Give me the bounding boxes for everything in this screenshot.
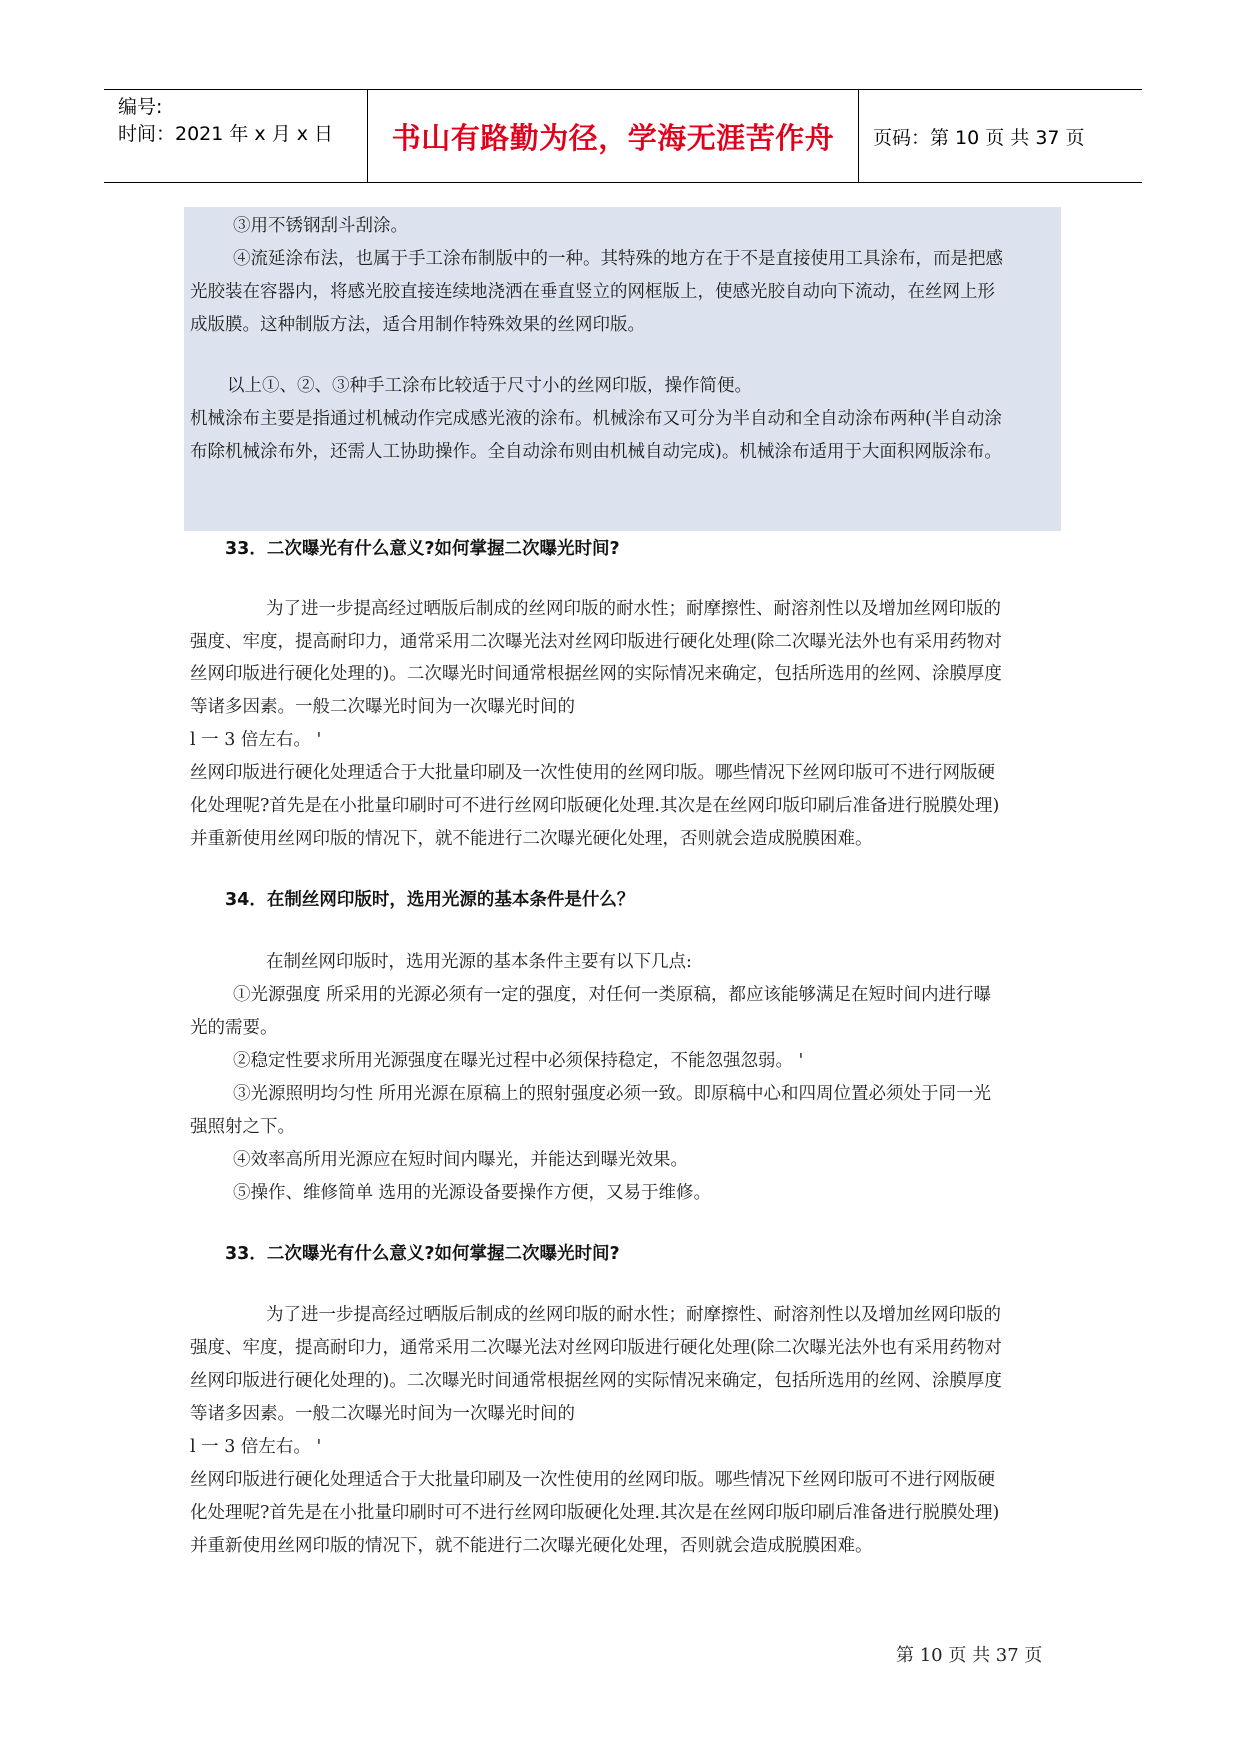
header-meta [104,90,368,182]
paragraph-line: ③用不锈钢刮斗刮涂。 [233,216,408,236]
paragraph-line: ④效率高所用光源应在短时间内曝光，并能达到曝光效果。 [233,1150,688,1170]
paragraph-line: 强度、牢度，提高耐印力，通常采用二次曝光法对丝网印版进行硬化处理(除二次曝光法外也有采用药物对 [190,1338,1002,1358]
paragraph-line: 光的需要。 [190,1018,278,1038]
paragraph-line: ④流延涂布法，也属于手工涂布制版中的一种。其特殊的地方在于不是直接使用工具涂布，而是把感 [233,249,1003,269]
document-time-label: 时间：2021 年 x 月 x 日 [118,123,334,145]
paragraph-line: 并重新使用丝网印版的情况下，就不能进行二次曝光硬化处理，否则就会造成脱膜困难。 [190,1536,873,1556]
paragraph-line: 光胶装在容器内，将感光胶直接连续地浇洒在垂直竖立的网框版上，使感光胶自动向下流动，在丝网上形 [190,282,995,302]
paragraph-line: 机械涂布主要是指通过机械动作完成感光液的涂布。机械涂布又可分为半自动和全自动涂布两种(半自动涂 [190,409,1002,429]
section-heading: 33．二次曝光有什么意义?如何掌握二次曝光时间? [225,539,620,559]
paragraph-line: 等诸多因素。一般二次曝光时间为一次曝光时间的 [190,697,575,717]
paragraph-line: 丝网印版进行硬化处理适合于大批量印刷及一次性使用的丝网印版。哪些情况下丝网印版可不进行网版硬 [190,763,995,783]
paragraph-line: l 一 3 倍左右。 ' [190,730,322,750]
paragraph-line: 强度、牢度，提高耐印力，通常采用二次曝光法对丝网印版进行硬化处理(除二次曝光法外也有采用药物对 [190,632,1002,652]
document-header [104,89,1142,183]
paragraph-line: 丝网印版进行硬化处理的)。二次曝光时间通常根据丝网的实际情况来确定，包括所选用的丝网、涂膜厚度 [190,664,1002,684]
header-page-number: 页码：第 10 页 共 37 页 [873,126,1085,149]
section-heading: 34．在制丝网印版时，选用光源的基本条件是什么？ [225,890,635,910]
paragraph-line: ②稳定性要求所用光源强度在曝光过程中必须保持稳定，不能忽强忽弱。 ' [233,1051,804,1071]
paragraph-line: 布除机械涂布外，还需人工协助操作。全自动涂布则由机械自动完成)。机械涂布适用于大面积网版涂布。 [190,442,1002,462]
paragraph-line: 为了进一步提高经过晒版后制成的丝网印版的耐水性；耐摩擦性、耐溶剂性以及增加丝网印版的 [266,599,1001,619]
header-motto: 书山有路勤为径，学海无涯苦作舟 [368,90,859,182]
paragraph-line: 为了进一步提高经过晒版后制成的丝网印版的耐水性；耐摩擦性、耐溶剂性以及增加丝网印版的 [266,1305,1001,1325]
paragraph-line: 化处理呢?首先是在小批量印刷时可不进行丝网印版硬化处理.其次是在丝网印版印刷后准备进行脱膜处理) [190,796,1000,816]
paragraph-line: 丝网印版进行硬化处理的)。二次曝光时间通常根据丝网的实际情况来确定，包括所选用的丝网、涂膜厚度 [190,1371,1002,1391]
paragraph-line: 在制丝网印版时，选用光源的基本条件主要有以下几点: [266,952,692,972]
paragraph-line: 丝网印版进行硬化处理适合于大批量印刷及一次性使用的丝网印版。哪些情况下丝网印版可不进行网版硬 [190,1470,995,1490]
document-number-label: 编号: [118,96,163,118]
paragraph-line: 成版膜。这种制版方法，适合用制作特殊效果的丝网印版。 [190,315,645,335]
paragraph-line: ③光源照明均匀性 所用光源在原稿上的照射强度必须一致。即原稿中心和四周位置必须处于同一光 [233,1084,992,1104]
paragraph-line: 并重新使用丝网印版的情况下，就不能进行二次曝光硬化处理，否则就会造成脱膜困难。 [190,829,873,849]
paragraph-line: ①光源强度 所采用的光源必须有一定的强度，对任何一类原稿，都应该能够满足在短时间内进行曝 [233,985,992,1005]
paragraph-line: ⑤操作、维修简单 选用的光源设备要操作方便，又易于维修。 [233,1183,712,1203]
paragraph-line: l 一 3 倍左右。 ' [190,1437,322,1457]
paragraph-line: 化处理呢?首先是在小批量印刷时可不进行丝网印版硬化处理.其次是在丝网印版印刷后准备进行脱膜处理) [190,1503,1000,1523]
page-footer: 第 10 页 共 37 页 [896,1645,1043,1666]
section-heading: 33．二次曝光有什么意义?如何掌握二次曝光时间? [225,1244,620,1264]
paragraph-line: 等诸多因素。一般二次曝光时间为一次曝光时间的 [190,1404,575,1424]
paragraph-line: 以上①、②、③种手工涂布比较适于尺寸小的丝网印版，操作简便。 [227,376,752,396]
paragraph-line: 强照射之下。 [190,1117,295,1137]
